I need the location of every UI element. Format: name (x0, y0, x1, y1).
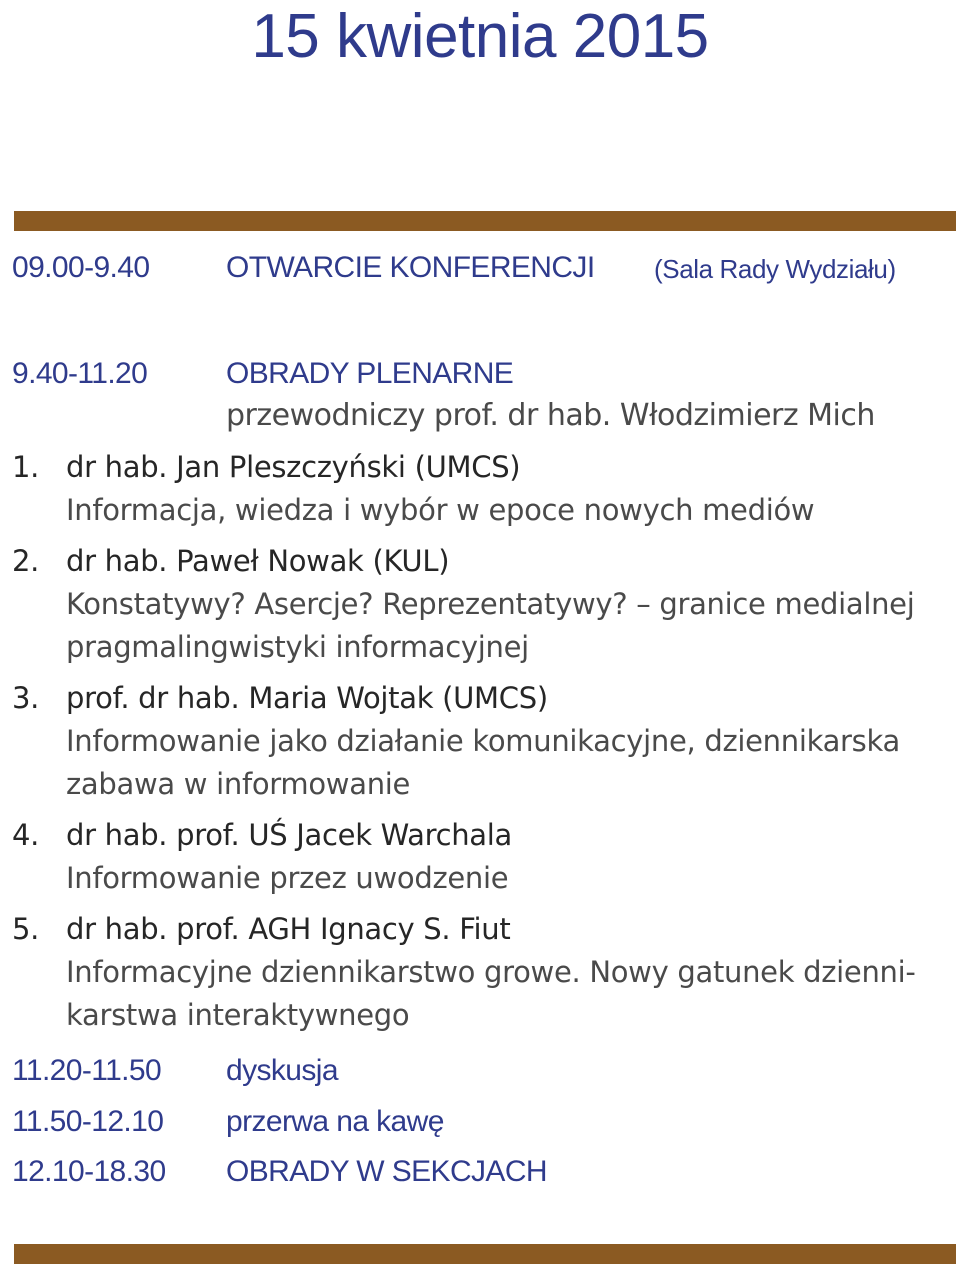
talk-5-topic-line-2: karstwa interaktywnego (66, 998, 410, 1032)
page-title: 15 kwietnia 2015 (251, 2, 709, 71)
talk-4-number: 4. (12, 818, 40, 852)
talk-3-topic-line-2: zabawa w informowanie (66, 767, 411, 801)
sections-time: 12.10-18.30 (12, 1155, 166, 1188)
talk-2-number: 2. (12, 544, 40, 578)
talk-5-speaker-name: AGH Ignacy S. Fiut (248, 912, 511, 946)
talk-4-speaker (66, 817, 512, 853)
discussion-time: 11.20-11.50 (12, 1054, 162, 1087)
talk-1-speaker-name: Jan Pleszczyński (UMCS) (176, 450, 521, 484)
talk-3-speaker (66, 680, 548, 716)
talk-3-topic-line-1: Informowanie jako działanie komunikacyjne, dziennikarska (66, 724, 900, 758)
talk-3-speaker-title: prof. dr hab. (66, 681, 240, 715)
talk-2-speaker (66, 543, 449, 579)
talk-3-number: 3. (12, 681, 40, 715)
top-divider-bar (14, 211, 956, 231)
talk-4-topic-line-1: Informowanie przez uwodzenie (66, 861, 509, 895)
discussion-label: dyskusja (226, 1054, 338, 1087)
talk-3-speaker-name: Maria Wojtak (UMCS) (248, 681, 548, 715)
talk-2-topic-line-2: pragmalingwistyki informacyjnej (66, 630, 529, 664)
opening-label: OTWARCIE KONFERENCJI (226, 251, 595, 284)
talk-1-speaker (66, 449, 520, 485)
talk-5-speaker-title: dr hab. prof. (66, 912, 240, 946)
plenary-time: 9.40-11.20 (12, 357, 148, 390)
talk-4-speaker-title: dr hab. prof. (66, 818, 240, 852)
talk-1-number: 1. (12, 450, 40, 484)
talk-5-number: 5. (12, 912, 40, 946)
talk-4-speaker-name: UŚ Jacek Warchala (248, 818, 513, 852)
opening-location: (Sala Rady Wydziału) (654, 254, 896, 284)
bottom-divider-bar (14, 1244, 956, 1264)
talk-2-speaker-name: Paweł Nowak (KUL) (176, 544, 450, 578)
plenary-chair: przewodniczy prof. dr hab. Włodzimierz Mich (226, 398, 875, 433)
talk-5-topic-line-1: Informacyjne dziennikarstwo growe. Nowy gatunek dzienni- (66, 955, 916, 989)
opening-time: 09.00-9.40 (12, 251, 150, 284)
talk-1-speaker-title: dr hab. (66, 450, 168, 484)
talk-2-speaker-title: dr hab. (66, 544, 168, 578)
plenary-label: OBRADY PLENARNE (226, 357, 514, 390)
talk-5-speaker (66, 911, 510, 947)
coffee-break-time: 11.50-12.10 (12, 1105, 164, 1138)
coffee-break-label: przerwa na kawę (226, 1105, 444, 1138)
talk-2-topic-line-1: Konstatywy? Asercje? Reprezentatywy? – granice medialnej (66, 587, 915, 621)
talk-1-topic-line-1: Informacja, wiedza i wybór w epoce nowych mediów (66, 493, 815, 527)
sections-label: OBRADY W SEKCJACH (226, 1155, 547, 1188)
